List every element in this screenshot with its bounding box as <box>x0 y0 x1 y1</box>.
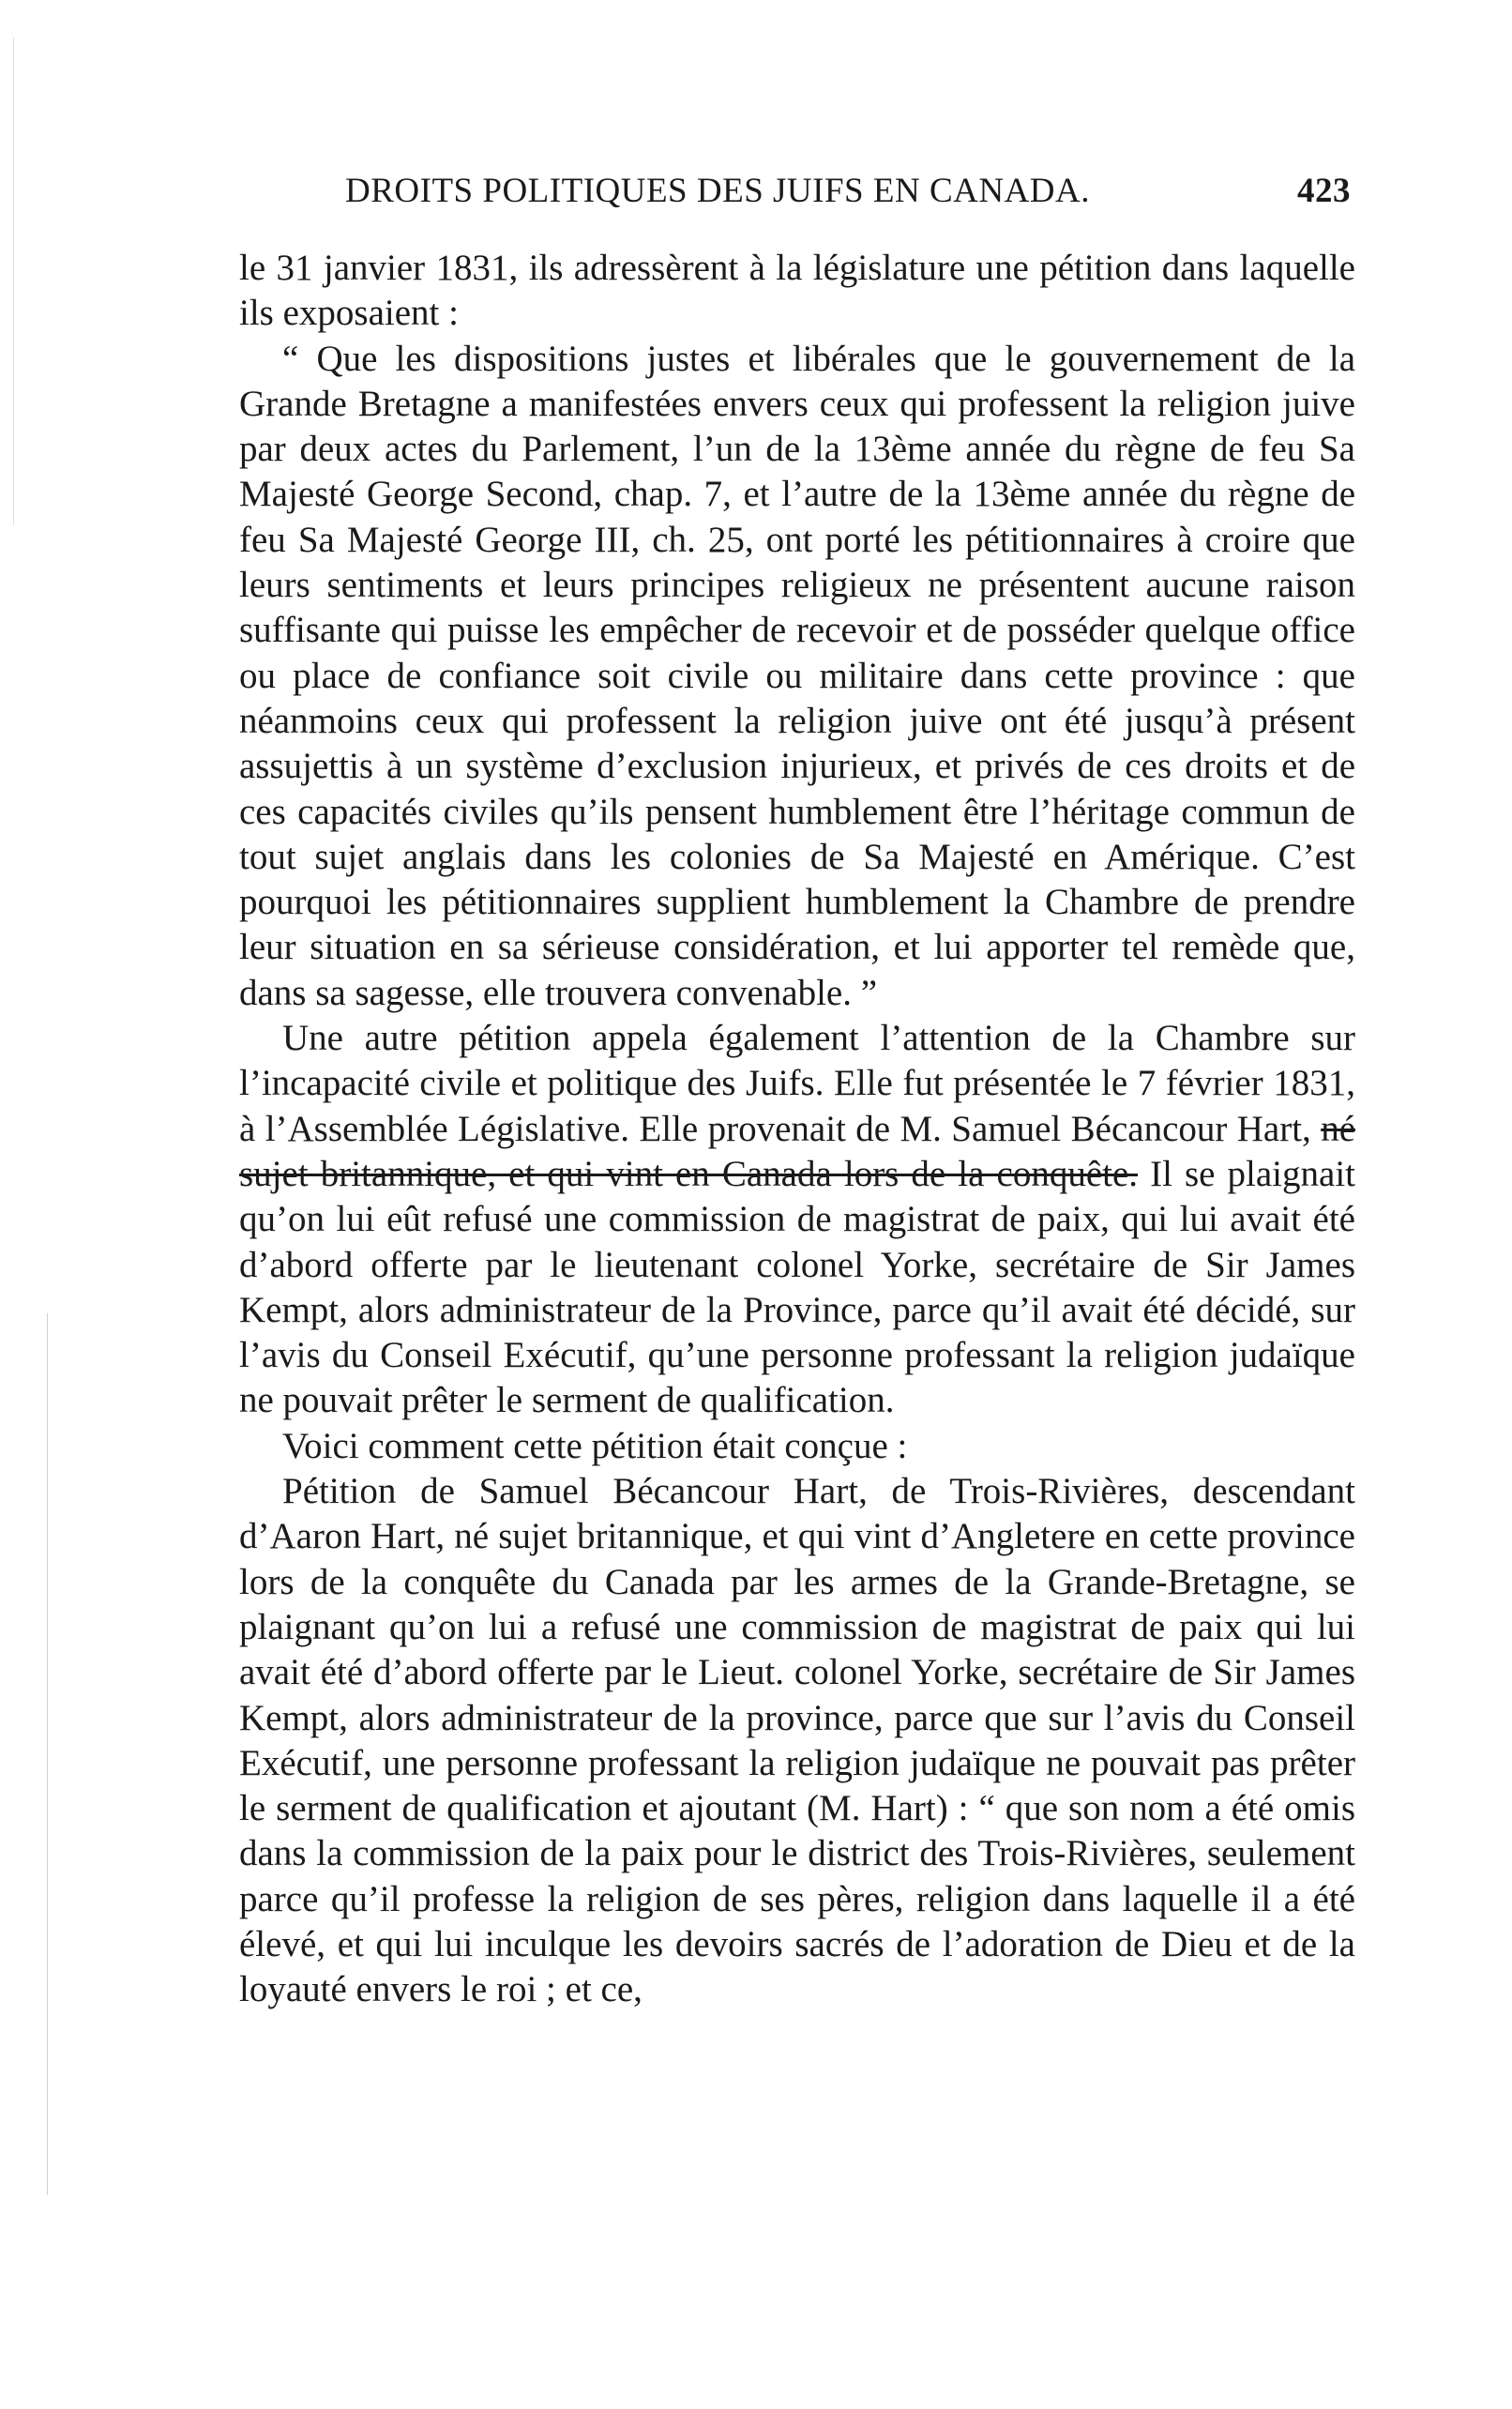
page-edge-mark <box>13 38 14 525</box>
running-header <box>251 171 1351 223</box>
body-text <box>239 246 1355 2013</box>
paragraph-3-text-before: Une autre pétition appela également l’attention de la Chambre sur l’incapacité civile et politique des Juifs. Elle fut présentée le 7 février 1831, à l’Assemblée Législative. Elle provenait de M. Samuel Bécancour Hart, <box>239 1018 1355 1149</box>
page-edge-mark <box>47 1313 48 2195</box>
header-title: DROITS POLITIQUES DES JUIFS EN CANADA. <box>345 172 1090 210</box>
paragraph-1: le 31 janvier 1831, ils adressèrent à la législature une pétition dans laquelle ils exposaient : <box>239 248 1355 334</box>
paragraph-4: Voici comment cette pétition était conçue : <box>282 1425 908 1466</box>
paragraph-3-text-after: Il se plaignait qu’on lui eût refusé une commission de magistrat de paix, qui lui avait été d’abord offerte par le lieutenant colonel Yorke, secrétaire de Sir James Kempt, alors administrateur de la Province, parce qu’il avait été décidé, sur l’avis du Conseil Exécutif, qu’une personne professant la religion judaïque ne pouvait prêter le serment de qualification. <box>239 1153 1355 1421</box>
page-number: 423 <box>1297 172 1351 210</box>
struck-through-text: né sujet britannique, et qui vint en Canada lors de la conquête. <box>239 1108 1355 1194</box>
paragraph-3 <box>239 1016 1355 1424</box>
paragraph-5-petition-text: Pétition de Samuel Bécancour Hart, de Trois-Rivières, descendant d’Aaron Hart, né sujet britannique, et qui vint d’Angletere en cette province lors de la conquête du Canada par les armes de la Grande-Bretagne, se plaignant qu’on lui a refusé une commission de magistrat de paix qui lui avait été d’abord offerte par le Lieut. colonel Yorke, secrétaire de Sir James Kempt, alors administrateur de la province, parce que sur l’avis du Conseil Exécutif, une personne professant la religion judaïque ne pouvait pas prêter le serment de qualification et ajoutant (M. Hart) : “ que son nom a été omis dans la commission de la paix pour le district des Trois-Rivières, seulement parce qu’il professe la religion de ses pères, religion dans laquelle il a été élevé, et qui lui inculque les devoirs sacrés de l’adoration de Dieu et de la loyauté envers le roi ; et ce, <box>239 1471 1355 2010</box>
paragraph-2-petition-quote: “ Que les dispositions justes et libérales que le gouvernement de la Grande Bretagne a manifestées envers ceux qui professent la religion juive par deux actes du Parlement, l’un de la 13ème année du règne de feu Sa Majesté George Second, chap. 7, et l’autre de la 13ème année du règne de feu Sa Majesté George III, ch. 25, ont porté les pétitionnaires à croire que leurs sentiments et leurs principes religieux ne présentent aucune raison suffisante qui puisse les empêcher de recevoir et de posséder quelque office ou place de confiance soit civile ou militaire dans cette province : que néanmoins ceux qui professent la religion juive ont été jusqu’à présent assujettis à un système d’exclusion injurieux, et privés de ces droits et de ces capacités civiles qu’ils pensent humblement être l’héritage commun de tout sujet anglais dans les colonies de Sa Majesté en Amérique. C’est pourquoi les pétitionnaires supplient humblement la Chambre de prendre leur situation en sa sérieuse considération, et lui apporter tel remède que, dans sa sagesse, elle trouvera convenable. ” <box>239 338 1355 1013</box>
